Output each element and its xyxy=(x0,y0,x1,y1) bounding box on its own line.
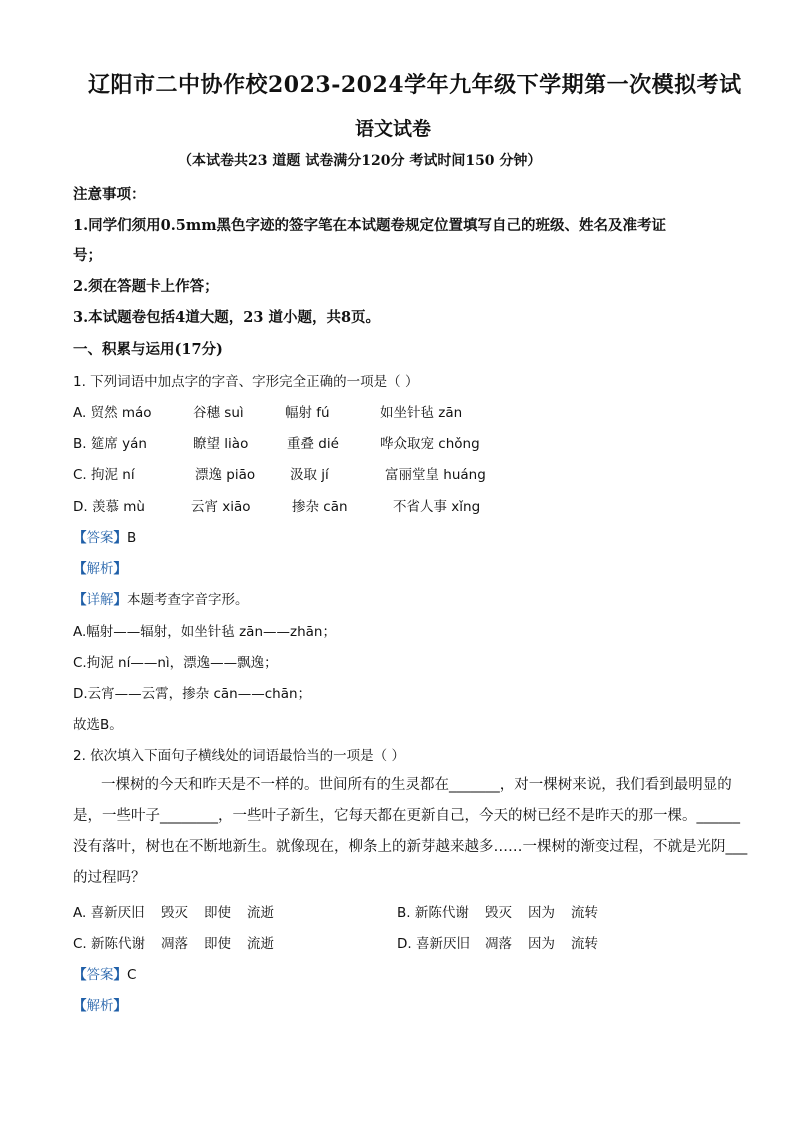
option-word: 毁灭 xyxy=(485,905,512,921)
q2-paragraph-line: 的过程吗？ xyxy=(73,870,146,886)
option-word: 如坐针毡 zān xyxy=(380,405,463,421)
analysis-label: 解析 xyxy=(86,998,114,1014)
option-word: 瞭望 liào xyxy=(193,436,249,452)
notice-item-1-cont: 号； xyxy=(73,247,102,264)
option-word: 幅射 fú xyxy=(285,405,330,421)
question-2-stem: 2. 依次填入下面句子横线处的词语最恰当的一项是（ ） xyxy=(73,748,405,764)
option-word: B. 新陈代谢 xyxy=(397,905,469,921)
option-word: 云宵 xiāo xyxy=(191,499,251,515)
q1-analysis: 【解析】 xyxy=(73,561,127,577)
explanation-line: 故选B。 xyxy=(73,717,123,733)
q2-paragraph-line: 是，一些叶子________，一些叶子新生，它每天都在更新自己，今天的树已经不是昨天的那一棵。______ xyxy=(73,808,740,824)
q2-paragraph-line: 一棵树的今天和昨天是不一样的。世间所有的生灵都在_______，对一棵树来说，我们看到最明显的 xyxy=(101,777,732,793)
option-word: 哗众取宠 chǒng xyxy=(380,436,480,452)
explanation-line: A.幅射——辐射，如坐针毡 zān——zhān； xyxy=(73,624,336,640)
option-word: D. 喜新厌旧 xyxy=(397,936,470,952)
explanation-line: D.云宵——云霄，掺杂 cān——chān； xyxy=(73,686,312,702)
q2-answer: 【答案】C xyxy=(73,967,137,983)
option-word: 毁灭 xyxy=(161,905,188,921)
option-word: 因为 xyxy=(528,936,555,952)
option-word: A. 喜新厌旧 xyxy=(73,905,145,921)
page-title: 辽阳市二中协作校2023-2024学年九年级下学期第一次模拟考试 xyxy=(88,72,742,98)
q2-paragraph-line: 没有落叶，树也在不断地新生。就像现在，柳条上的新芽越来越多……一棵树的渐变过程，不就是光阴___ xyxy=(73,839,748,855)
option-word: A. 贸然 máo xyxy=(73,405,152,421)
option-word: 即使 xyxy=(204,905,231,921)
option-word: 凋落 xyxy=(161,936,188,952)
option-word: 流逝 xyxy=(247,905,274,921)
notice-item-2: 2.须在答题卡上作答； xyxy=(73,278,219,295)
option-word: 重叠 dié xyxy=(287,436,339,452)
explanation-line: C.拘泥 ní——nì，漂逸——飘逸； xyxy=(73,655,278,671)
option-word: 即使 xyxy=(204,936,231,952)
option-word: C. 新陈代谢 xyxy=(73,936,146,952)
notice-heading: 注意事项： xyxy=(73,186,146,203)
answer-value: B xyxy=(127,530,137,546)
option-word: 不省人事 xǐng xyxy=(393,499,481,515)
option-word: 流逝 xyxy=(247,936,274,952)
option-word: D. 羡慕 mù xyxy=(73,499,145,515)
notice-item-3: 3.本试题卷包括4道大题，23 道小题，共8页。 xyxy=(73,309,381,326)
option-word: B. 筵席 yán xyxy=(73,436,147,452)
q1-detail: 【详解】本题考查字音字形。 xyxy=(73,592,249,608)
option-word: 汲取 jí xyxy=(290,467,329,483)
answer-label: 答案 xyxy=(86,967,114,983)
option-word: 流转 xyxy=(571,905,598,921)
option-word: 掺杂 cān xyxy=(292,499,348,515)
notice-item-1: 1.同学们须用0.5mm黑色字迹的签字笔在本试题卷规定位置填写自己的班级、姓名及准考证 xyxy=(73,217,667,234)
option-word: C. 拘泥 ní xyxy=(73,467,135,483)
q1-answer: 【答案】B xyxy=(73,530,137,546)
answer-value: C xyxy=(127,967,137,983)
detail-intro: 本题考查字音字形。 xyxy=(127,592,249,608)
analysis-label: 解析 xyxy=(86,561,114,577)
q2-analysis: 【解析】 xyxy=(73,998,127,1014)
option-word: 凋落 xyxy=(485,936,512,952)
option-word: 因为 xyxy=(528,905,555,921)
exam-info: （本试卷共23 道题 试卷满分120分 考试时间150 分钟） xyxy=(178,153,542,169)
page-subtitle: 语文试卷 xyxy=(355,118,432,140)
detail-label: 详解 xyxy=(86,592,114,608)
option-word: 谷穗 suì xyxy=(193,405,244,421)
option-word: 流转 xyxy=(571,936,598,952)
option-word: 富丽堂皇 huáng xyxy=(385,467,486,483)
section-heading: 一、积累与运用(17分) xyxy=(73,341,223,358)
answer-label: 答案 xyxy=(86,530,114,546)
question-1-stem: 1. 下列词语中加点字的字音、字形完全正确的一项是（ ） xyxy=(73,374,419,390)
option-word: 漂逸 piāo xyxy=(195,467,256,483)
